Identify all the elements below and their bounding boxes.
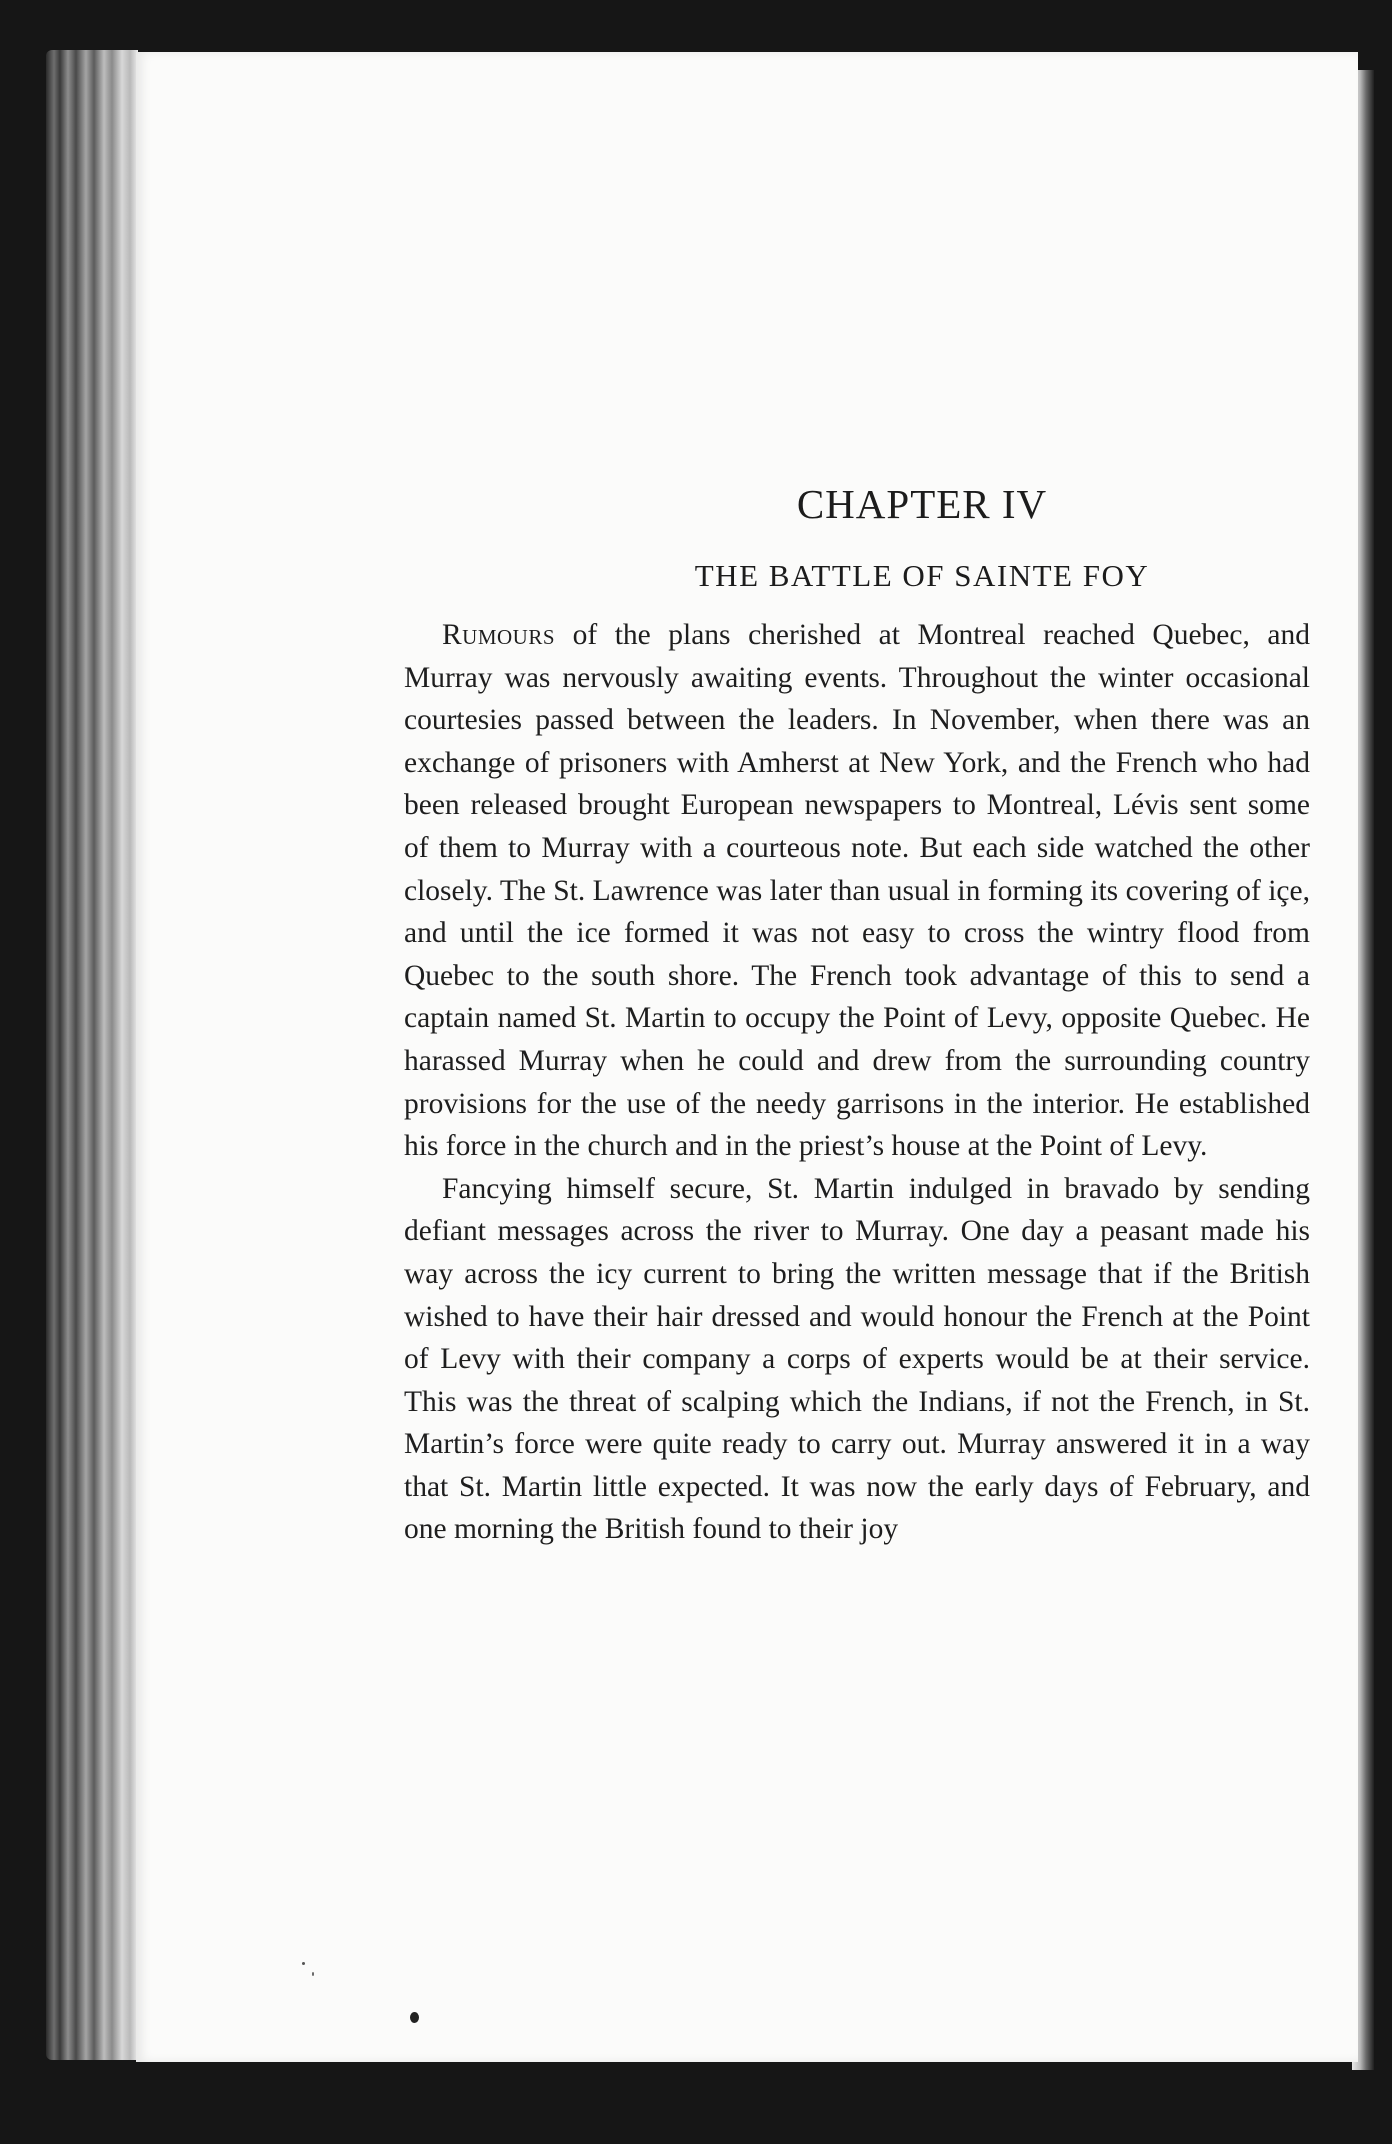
- paragraph-2-text: Fancying himself secure, St. Martin indulged in bravado by sending defiant messages across the river to Murray. One day a peasant made his way across the icy current to bring the written message that if the British wished to have their hair dressed and would honour the French at the Point of Levy with their company a corps of experts would be at their service. This was the threat of scalping which the Indians, if not the French, in St. Martin’s force were quite ready to carry out. Murray answered it in a way that St. Martin little expected. It was now the early days of February, and one morning the British found to their joy: [404, 1172, 1310, 1546]
- paragraph-lead-word: Rumours: [442, 619, 556, 651]
- chapter-title: THE BATTLE OF SAINTE FOY: [694, 558, 1150, 593]
- paragraph-2: [404, 1168, 1310, 1551]
- paragraph-1-text: of the plans cherished at Montreal reached Quebec, and Murray was nervously awaiting events. Throughout the winter occasional courtesies passed between the leaders. In November, when there was an exchange of prisoners with Amherst at New York, and the French who had been released brought European newspapers to Montreal, Lévis sent some of them to Murray with a courteous note. But each side watched the other closely. The St. Lawrence was later than usual in forming its covering of içe, and until the ice formed it was not easy to cross the wintry flood from Quebec to the south shore. The French took advantage of this to send a captain named St. Martin to occupy the Point of Levy, opposite Quebec. He harassed Murray when he could and drew from the surrounding country provisions for the use of the needy garrisons in the interior. He established his force in the church and in the priest’s house at the Point of Levy.: [404, 619, 1310, 1163]
- paragraph-1: [404, 614, 1310, 1168]
- chapter-number: CHAPTER IV: [796, 481, 1048, 527]
- body-text: [404, 614, 1310, 1551]
- page-sheet: [136, 52, 1358, 2062]
- ink-speck: [410, 2012, 419, 2023]
- book-page-edges: [46, 50, 138, 2060]
- ink-speck: [312, 1972, 314, 1976]
- ink-speck: [302, 1962, 305, 1965]
